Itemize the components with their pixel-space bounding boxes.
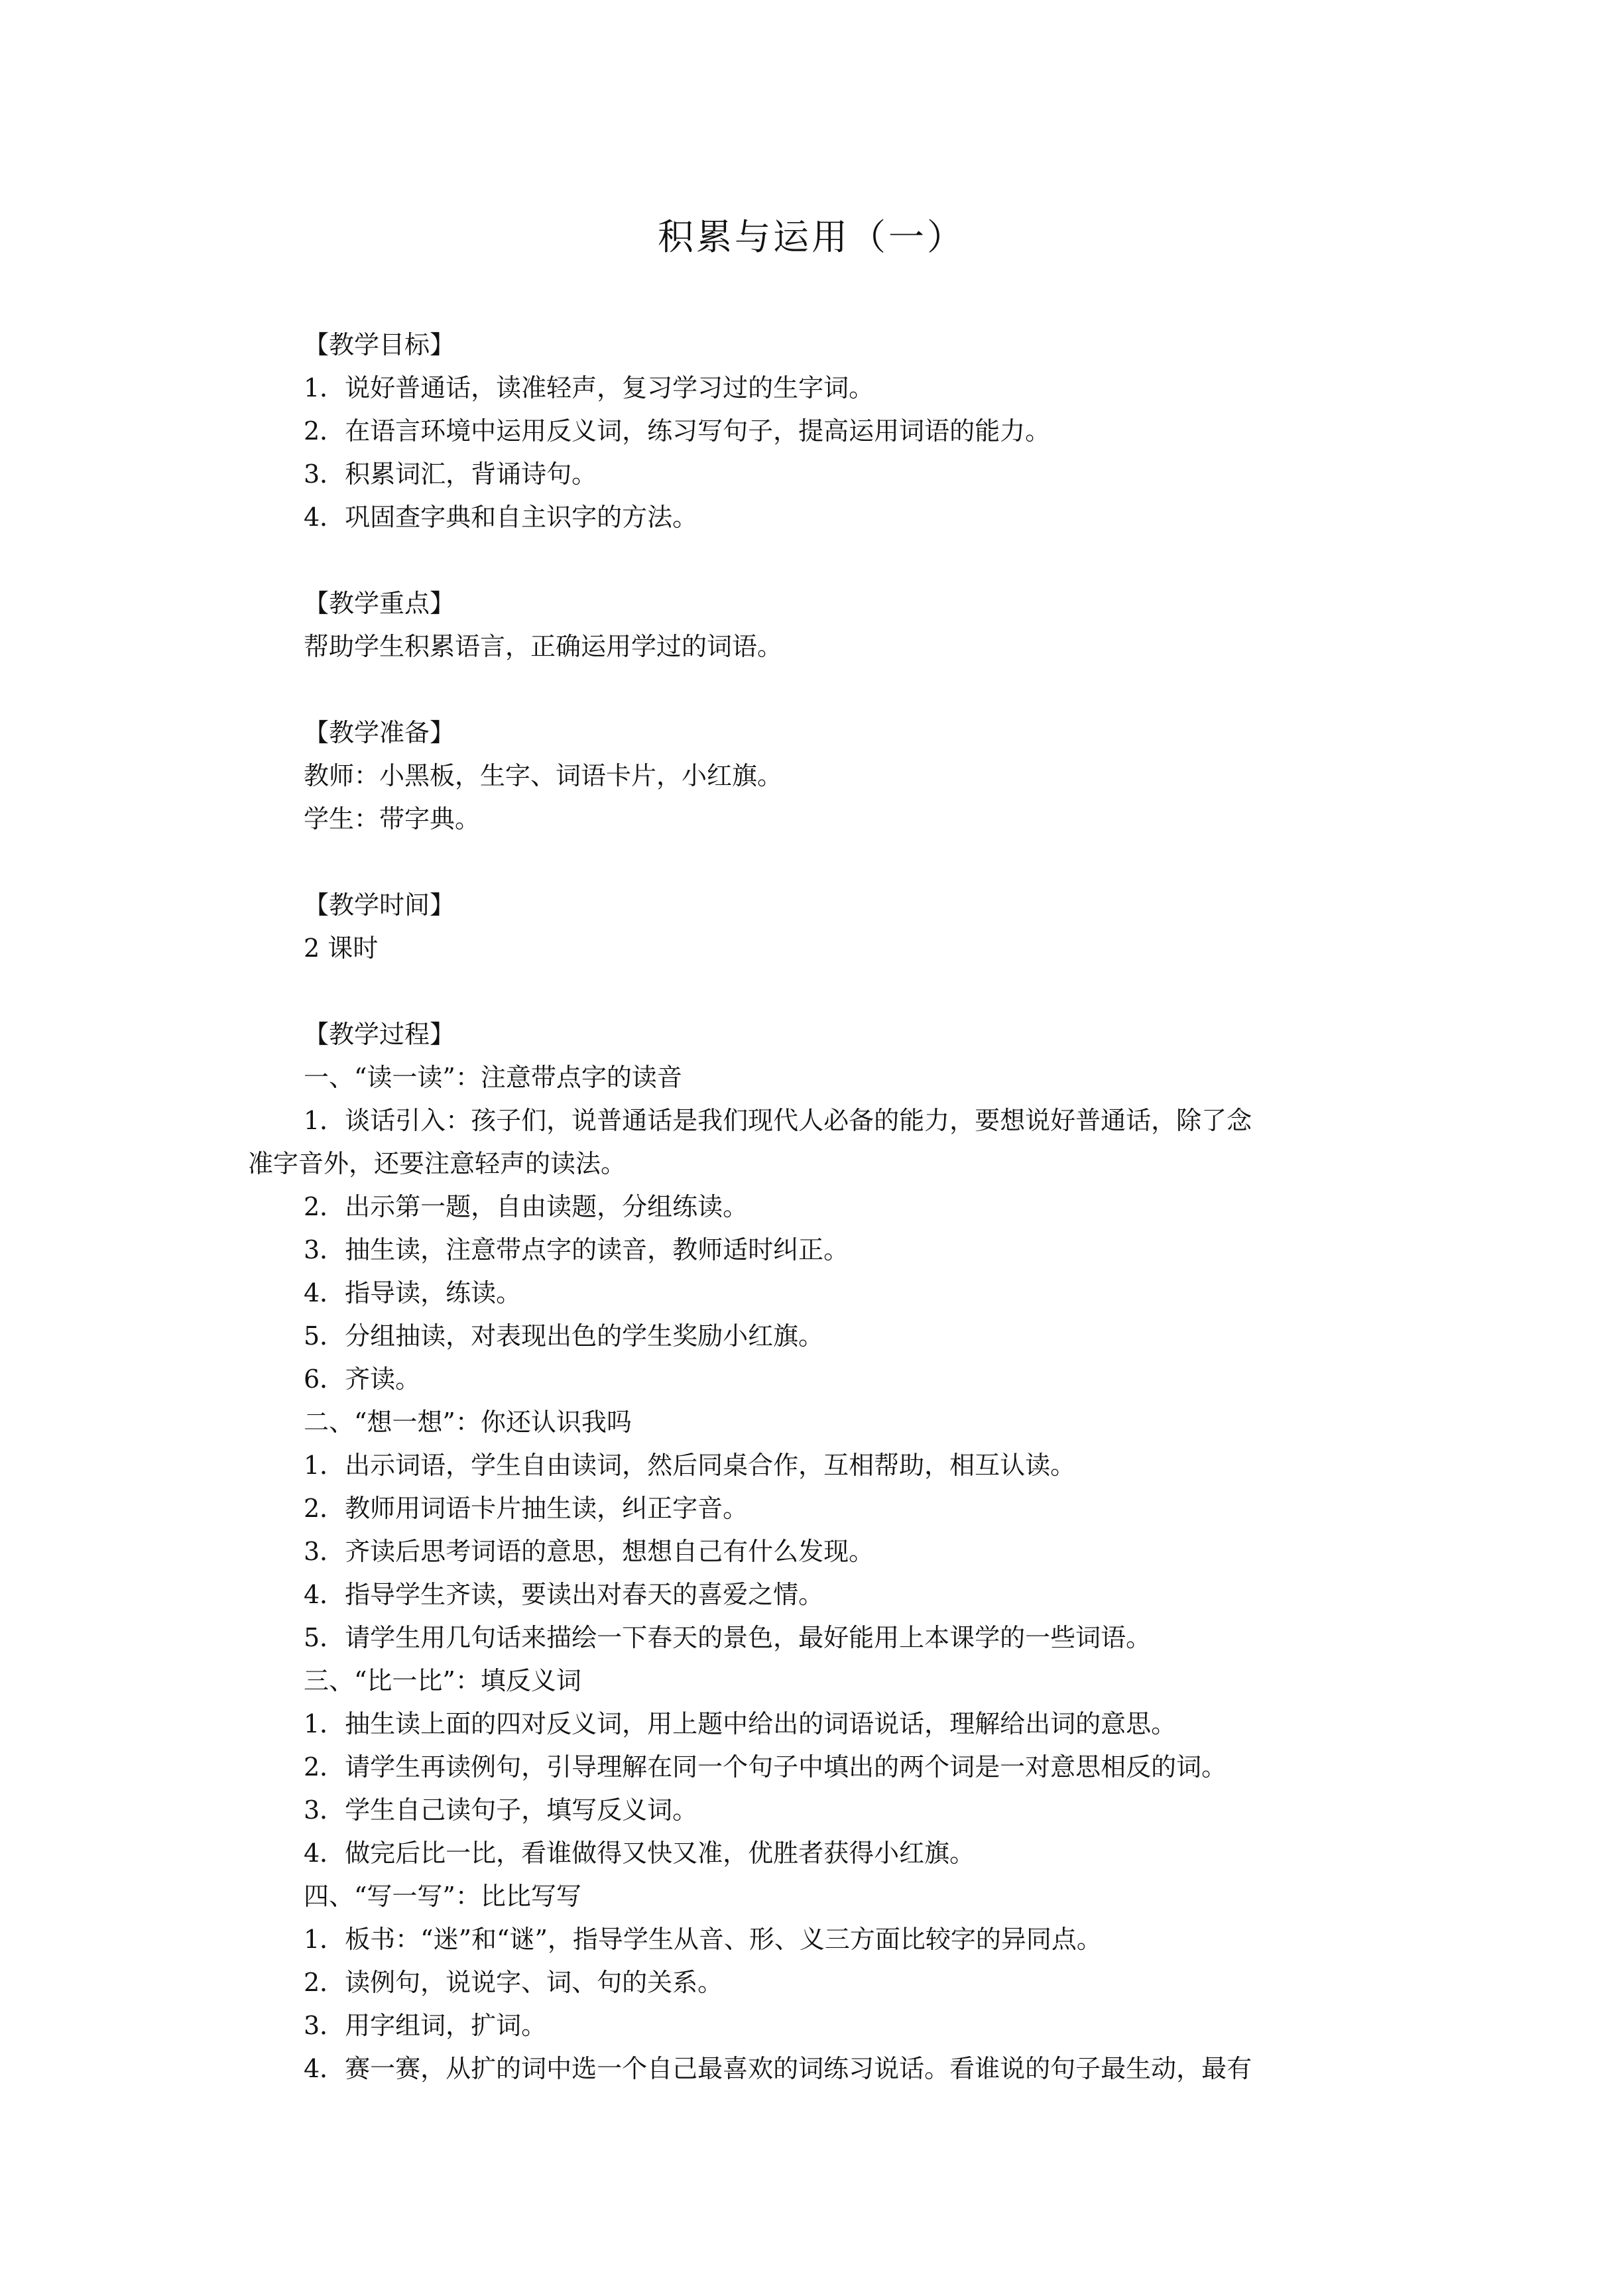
- process-step: 3．学生自己读句子，填写反义词。: [304, 1795, 698, 1825]
- process-step: 2．请学生再读例句，引导理解在同一个句子中填出的两个词是一对意思相反的词。: [304, 1752, 1227, 1782]
- process-step: 4．赛一赛，从扩的词中选一个自己最喜欢的词练习说话。看谁说的句子最生动，最有: [304, 2054, 1252, 2083]
- process-step: 2．教师用词语卡片抽生读，纠正字音。: [304, 1494, 749, 1523]
- objectives-heading: 【教学目标】: [304, 330, 455, 359]
- process-step: 6．齐读。: [304, 1364, 421, 1394]
- process-step: 4．指导学生齐读，要读出对春天的喜爱之情。: [304, 1580, 824, 1609]
- section-spacer: [248, 841, 1402, 884]
- process-section-title: 一、“读一读”：注意带点字的读音: [304, 1063, 682, 1092]
- process-step: 1．板书：“迷”和“谜”，指导学生从音、形、义三方面比较字的异同点。: [304, 1925, 1102, 1954]
- process-section-title: 四、“写一写”：比比写写: [304, 1882, 581, 1911]
- preparation-student: 学生：带字典。: [304, 804, 481, 833]
- process-step: 4．做完后比一比，看谁做得又快又准，优胜者获得小红旗。: [304, 1839, 975, 1868]
- process-heading: 【教学过程】: [304, 1020, 455, 1049]
- key-point-heading: 【教学重点】: [304, 589, 455, 618]
- process-step: 5．请学生用几句话来描绘一下春天的景色，最好能用上本课学的一些词语。: [304, 1623, 1152, 1652]
- time-heading: 【教学时间】: [304, 890, 455, 920]
- key-point-text: 帮助学生积累语言，正确运用学过的词语。: [304, 632, 783, 661]
- time-text: 2 课时: [304, 934, 379, 963]
- process-section-title: 二、“想一想”：你还认识我吗: [304, 1408, 632, 1437]
- process-step: 2．读例句，说说字、词、句的关系。: [304, 1968, 723, 1997]
- process-step-continuation: 准字音外，还要注意轻声的读法。: [248, 1149, 627, 1178]
- document-body: [248, 324, 1402, 2090]
- process-section-title: 三、“比一比”：填反义词: [304, 1666, 581, 1695]
- process-step: 3．齐读后思考词语的意思，想想自己有什么发现。: [304, 1537, 874, 1566]
- preparation-teacher: 教师：小黑板，生字、词语卡片，小红旗。: [304, 761, 783, 790]
- process-step: 3．用字组词，扩词。: [304, 2011, 547, 2040]
- objective-item: 3．积累词汇，背诵诗句。: [304, 459, 597, 489]
- objective-item: 2．在语言环境中运用反义词，练习写句子，提高运用词语的能力。: [304, 416, 1051, 446]
- section-spacer: [248, 539, 1402, 582]
- section-spacer: [248, 668, 1402, 711]
- objective-item: 4．巩固查字典和自主识字的方法。: [304, 503, 698, 532]
- process-step: 4．指导读，练读。: [304, 1278, 522, 1307]
- section-spacer: [248, 970, 1402, 1013]
- objective-item: 1．说好普通话，读准轻声，复习学习过的生字词。: [304, 373, 874, 402]
- preparation-heading: 【教学准备】: [304, 718, 455, 747]
- process-step: 1．抽生读上面的四对反义词，用上题中给出的词语说话，理解给出词的意思。: [304, 1709, 1177, 1738]
- process-step: 1．出示词语，学生自由读词，然后同桌合作，互相帮助，相互认读。: [304, 1451, 1076, 1480]
- process-step: 3．抽生读，注意带点字的读音，教师适时纠正。: [304, 1235, 849, 1264]
- process-step: 2．出示第一题，自由读题，分组练读。: [304, 1192, 749, 1221]
- process-step: 5．分组抽读，对表现出色的学生奖励小红旗。: [304, 1321, 824, 1351]
- process-step: 1．谈话引入：孩子们，说普通话是我们现代人必备的能力，要想说好普通话，除了念: [304, 1106, 1252, 1135]
- document-title: 积累与运用（一）: [658, 216, 965, 258]
